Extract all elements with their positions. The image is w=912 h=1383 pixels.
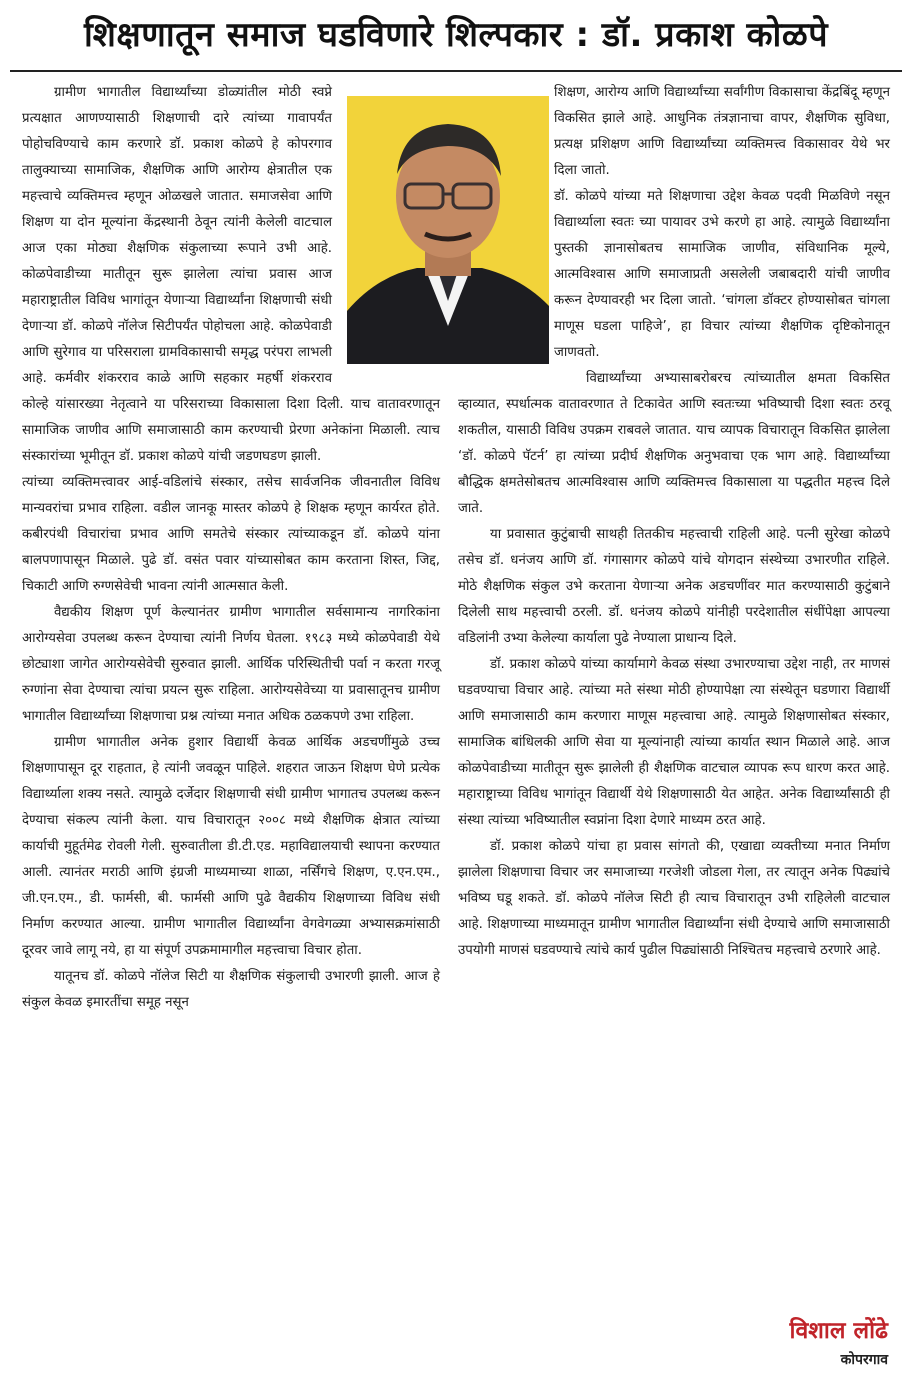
headline-divider xyxy=(10,70,902,72)
article-paragraph: वैद्यकीय शिक्षण पूर्ण केल्यानंतर ग्रामीण भागातील सर्वसामान्य नागरिकांना आरोग्यसेवा उपलब्ध करून देण्याचा त्यांनी निर्णय घेतला. १९८३ मध्ये कोळपेवाडी येथे छोट्याशा जागेत आरोग्यसेवेची सुरुवात झाली. आर्थिक परिस्थितीची पर्वा न करता गरजू रुग्णांना सेवा देण्याचा त्यांचा प्रयत्न सुरू राहिला. आरोग्यसेवेच्या या प्रवासातूनच ग्रामीण भागातील विद्यार्थ्यांच्या शिक्षणाचा प्रश्न त्यांच्या मनात अधिक ठळकपणे उभा राहिला. xyxy=(22,605,440,724)
article-paragraph: यातूनच डॉ. कोळपे नॉलेज सिटी या शैक्षणिक संकुलाची उभारणी झाली. आज हे संकुल केवळ इमारतींचा समूह नसून xyxy=(22,969,440,1010)
article-paragraph: विद्यार्थ्यांच्या अभ्यासाबरोबरच त्यांच्यातील क्षमता विकसित व्हाव्यात, स्पर्धात्मक वातावरणात ते टिकावेत आणि स्वतःच्या भविष्याची दिशा स्वतः ठरवू शकतील, यासाठी विविध उपक्रम राबवले जातात. याच व्यापक विचारातून विकसित झालेला ‘डॉ. कोळपे पॅटर्न’ हा त्यांच्या प्रदीर्घ शैक्षणिक अनुभवाचा एक भाग आहे. विद्यार्थ्यांच्या बौद्धिक क्षमतेसोबतच आत्मविश्वास आणि व्यक्तिमत्त्व विकासाला या पद्धतीत महत्त्व दिले जाते. xyxy=(458,371,890,516)
left-column xyxy=(22,80,440,1016)
article-paragraph: या प्रवासात कुटुंबाची साथही तितकीच महत्त्वाची राहिली आहे. पत्नी सुरेखा कोळपे तसेच डॉ. धनंजय आणि डॉ. गंगासागर कोळपे यांचे योगदान संस्थेच्या उभारणीत राहिले. मोठे शैक्षणिक संकुल उभे करताना येणाऱ्या अनेक अडचणींवर मात करण्यासाठी कुटुंबाने दिलेली साथ महत्त्वाची ठरली. डॉ. धनंजय कोळपे यांनीही परदेशातील संधींपेक्षा आपल्या वडिलांनी उभ्या केलेल्या कार्याला पुढे नेण्याला प्राधान्य दिले. xyxy=(458,527,890,646)
author-name: विशाल लोंढे xyxy=(789,1318,888,1344)
article-paragraph: शिक्षण, आरोग्य आणि विद्यार्थ्यांच्या सर्वांगीण विकासाचा केंद्रबिंदू म्हणून विकसित झाले आहे. आधुनिक तंत्रज्ञानाचा वापर, शैक्षणिक सुविधा, प्रत्यक्ष प्रशिक्षण आणि विद्यार्थ्यांच्या व्यक्तिमत्त्व विकासावर येथे भर दिला जातो. xyxy=(554,85,890,178)
photo-wrap-spacer xyxy=(332,80,440,388)
photo-wrap-spacer xyxy=(458,80,554,388)
byline xyxy=(790,1316,888,1374)
article-paragraph: डॉ. प्रकाश कोळपे यांचा हा प्रवास सांगतो की, एखाद्या व्यक्तीच्या मनात निर्माण झालेला शिक्षणाचा विचार जर समाजाच्या गरजेशी जोडला गेला, तर त्यातून अनेक पिढ्यांचे भविष्य घडू शकते. डॉ. कोळपे नॉलेज सिटी ही त्याच विचारातून उभी राहिलेली वाटचाल आहे. शिक्षणाच्या माध्यमातून ग्रामीण भागातील विद्यार्थ्यांना संधी देण्याचे आणि समाजासाठी उपयोगी माणसं घडवण्याचे त्यांचे कार्य पुढील पिढ्यांसाठी निश्चितच महत्त्वाचे ठरणारे आहे. xyxy=(458,839,890,958)
article-paragraph: त्यांच्या व्यक्तिमत्त्वावर आई-वडिलांचे संस्कार, तसेच सार्वजनिक जीवनातील विविध मान्यवरांचा प्रभाव राहिला. वडील जानकू मास्तर कोळपे हे शिक्षक म्हणून कार्यरत होते. कबीरपंथी विचारांचा प्रभाव आणि समतेचे संस्कार त्यांच्याकडून डॉ. कोळपे यांना बालपणापासून मिळाले. पुढे डॉ. वसंत पवार यांच्यासोबत काम करताना शिस्त, जिद्द, चिकाटी आणि रुग्णसेवेची भावना त्यांनी आत्मसात केली. xyxy=(22,475,440,594)
article-paragraph: ग्रामीण भागातील अनेक हुशार विद्यार्थी केवळ आर्थिक अडचणींमुळे उच्च शिक्षणापासून दूर राहतात, हे त्यांनी जवळून पाहिले. शहरात जाऊन शिक्षण घेणे प्रत्येक विद्यार्थ्याला शक्य नसते. त्यामुळे दर्जेदार शिक्षणाची संधी ग्रामीण भागातच उपलब्ध करून देण्याचा संकल्प त्यांनी केला. याच विचारातून २००८ मध्ये शैक्षणिक क्षेत्रात त्यांच्या कार्याची मुहूर्तमेढ रोवली गेली. सुरुवातीला डी.टी.एड. महाविद्यालयाची स्थापना करण्यात आली. त्यानंतर मराठी आणि इंग्रजी माध्यमाच्या शाळा, नर्सिंगचे शिक्षण, ए.एन.एम., जी.एन.एम., डी. फार्मसी, बी. फार्मसी आणि पुढे वैद्यकीय शिक्षणाच्या विविध संधी निर्माण करण्यात आल्या. ग्रामीण भागातील विद्यार्थ्यांना वेगवेगळ्या अभ्यासक्रमांसाठी दूरवर जावे लागू नये, हा या संपूर्ण उपक्रमामागील महत्त्वाचा विचार होता. xyxy=(22,735,440,958)
article-paragraph: ग्रामीण भागातील विद्यार्थ्यांच्या डोळ्यांतील मोठी स्वप्ने प्रत्यक्षात आणण्यासाठी शिक्षणाची दारे त्यांच्या गावापर्यंत पोहोचविण्याचे काम करणारे डॉ. प्रकाश कोळपे हे कोपरगाव तालुक्याच्या सामाजिक, शैक्षणिक आणि आरोग्य क्षेत्रातील एक महत्त्वाचे व्यक्तिमत्त्व म्हणून ओळखले जातात. समाजसेवा आणि शिक्षण या दोन मूल्यांना केंद्रस्थानी ठेवून त्यांनी केलेली वाटचाल आज एका मोठ्या शैक्षणिक संकुलाच्या रूपाने उभी आहे. कोळपेवाडीच्या मातीतून सुरू झालेला त्यांचा प्रवास आज महाराष्ट्रातील विविध भागांतून येणाऱ्या विद्यार्थ्यांना शिक्षणाची संधी देणाऱ्या डॉ. कोळपे नॉलेज सिटीपर्यंत पोहोचला आहे. कोळपेवाडी आणि सुरेगाव या परिसराला ग्रामविकासाची समृद्ध परंपरा लाभली आहे. कर्मवीर शंकरराव काळे आणि सहकार महर्षी शंकरराव कोल्हे यांसारख्या नेतृत्वाने या परिसराच्या विकासाला दिशा दिली. याच वातावरणातून सामाजिक जाणीव आणि समाजासाठी काम करण्याची प्रेरणा अनेकांना मिळाली. त्याच संस्कारांच्या भूमीतून डॉ. प्रकाश कोळपे यांची जडणघडण झाली. xyxy=(22,85,440,464)
right-column xyxy=(458,80,890,964)
author-place: कोपरगाव xyxy=(840,1352,888,1368)
article-paragraph: डॉ. कोळपे यांच्या मते शिक्षणाचा उद्देश केवळ पदवी मिळविणे नसून विद्यार्थ्याला स्वतः च्या पायावर उभे करणे हा आहे. त्यामुळे विद्यार्थ्यांना पुस्तकी ज्ञानासोबतच सामाजिक जाणीव, संविधानिक मूल्ये, आत्मविश्वास आणि समाजाप्रती असलेली जबाबदारी यांची जाणीव करून देण्यावरही भर दिला जातो. ‘चांगला डॉक्टर होण्यासोबत चांगला माणूस घडला पाहिजे’, हा विचार त्यांच्या शैक्षणिक दृष्टिकोनातून जाणवतो. xyxy=(554,189,890,360)
headline: शिक्षणातून समाज घडविणारे शिल्पकार : डॉ. प्रकाश कोळपे xyxy=(83,15,829,55)
article-paragraph: डॉ. प्रकाश कोळपे यांच्या कार्यामागे केवळ संस्था उभारण्याचा उद्देश नाही, तर माणसं घडवण्याचा विचार आहे. त्यांच्या मते संस्था मोठी होण्यापेक्षा त्या संस्थेतून घडणारा विद्यार्थी आणि समाजासाठी काम करणारा माणूस महत्त्वाचा आहे. त्यामुळे शिक्षणासोबत संस्कार, सामाजिक बांधिलकी आणि सेवा या मूल्यांनाही त्यांच्या कार्यात स्थान मिळाले आहे. आज कोळपेवाडीच्या मातीतून सुरू झालेली ही शैक्षणिक वाटचाल व्यापक रूप धारण करत आहे. महाराष्ट्राच्या विविध भागांतून विद्यार्थी येथे शिक्षणासाठी येत आहेत. अनेक विद्यार्थ्यांसाठी ही संस्था त्यांच्या भविष्यातील स्वप्नांना दिशा देणारे माध्यम ठरत आहे. xyxy=(458,657,890,828)
